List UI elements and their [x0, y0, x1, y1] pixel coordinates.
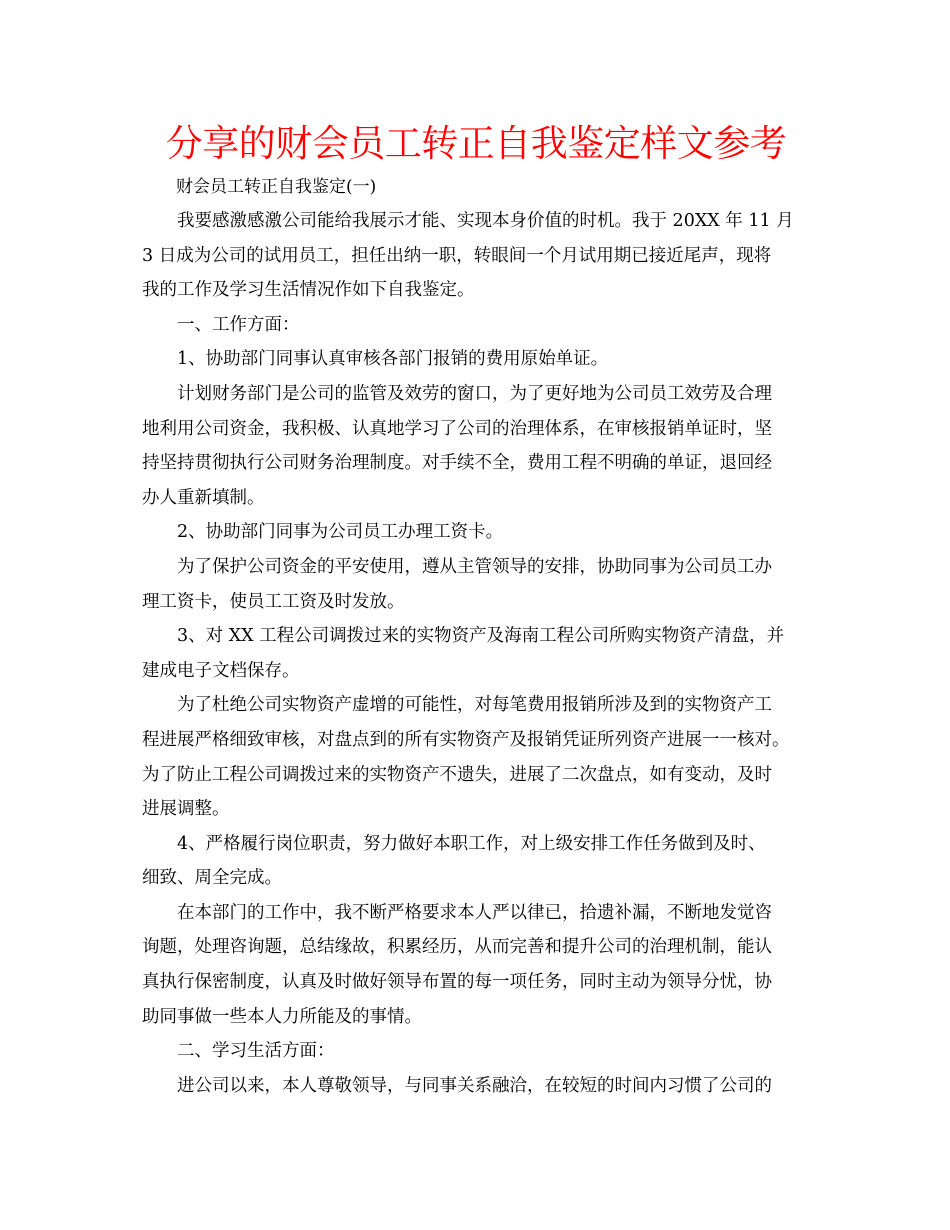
paragraph [142, 308, 810, 343]
paragraph-line: 1、协助部门同事认真审核各部门报销的费用原始单证。 [177, 349, 609, 370]
paragraph-line: 助同事做一些本人力所能及的事情。 [142, 1006, 422, 1027]
document-body [142, 204, 810, 1103]
paragraph [142, 688, 810, 826]
document-title: 分享的财会员工转正自我鉴定样文参考 [165, 122, 787, 165]
paragraph [142, 1034, 810, 1069]
paragraph-line: 4、严格履行岗位职责，努力做好本职工作，对上级安排工作任务做到及时、 [177, 833, 766, 854]
paragraph-line: 为了保护公司资金的平安使用，遵从主管领导的安排，协助同事为公司员工办 [177, 556, 772, 577]
paragraph-line: 理工资卡，使员工工资及时发放。 [142, 591, 405, 612]
paragraph-line: 办人重新填制。 [142, 487, 265, 508]
paragraph-line: 进公司以来，本人尊敬领导，与同事关系融洽，在较短的时间内习惯了公司的 [177, 1075, 772, 1096]
paragraph-line: 计划财务部门是公司的监管及效劳的窗口，为了更好地为公司员工效劳及合理 [177, 383, 772, 404]
paragraph-line: 询题，处理咨询题，总结缘故，积累经历，从而完善和提升公司的治理机制，能认 [142, 937, 772, 958]
paragraph-line: 程进展严格细致审核，对盘点到的所有实物资产及报销凭证所列资产进展一一核对。 [142, 729, 790, 750]
paragraph-line: 持坚持贯彻执行公司财务治理制度。对手续不全，费用工程不明确的单证，退回经 [142, 453, 772, 474]
paragraph [142, 342, 810, 377]
paragraph-line: 为了杜绝公司实物资产虚增的可能性，对每笔费用报销所涉及到的实物资产工 [177, 695, 772, 716]
paragraph-line: 我的工作及学习生活情况作如下自我鉴定。 [142, 280, 475, 301]
paragraph [142, 1069, 810, 1104]
paragraph-line: 建成电子文档保存。 [142, 660, 300, 681]
paragraph-line: 细致、周全完成。 [142, 868, 282, 889]
paragraph [142, 827, 810, 896]
paragraph-line: 二、学习生活方面： [177, 1041, 335, 1062]
paragraph-line: 为了防止工程公司调拨过来的实物资产不遗失，进展了二次盘点，如有变动，及时 [142, 764, 772, 785]
paragraph-line: 一、工作方面： [177, 314, 300, 335]
paragraph-line: 3、对 XX 工程公司调拨过来的实物资产及海南工程公司所购实物资产清盘，并 [177, 626, 785, 647]
paragraph-line: 2、协助部门同事为公司员工办理工资卡。 [177, 522, 504, 543]
paragraph [142, 619, 810, 688]
paragraph [142, 896, 810, 1034]
section-subtitle: 财会员工转正自我鉴定(一) [176, 177, 377, 197]
paragraph [142, 550, 810, 619]
paragraph-line: 3 日成为公司的试用员工，担任出纳一职，转眼间一个月试用期已接近尾声，现将 [142, 245, 772, 266]
document-page [142, 118, 810, 1103]
paragraph [142, 377, 810, 515]
paragraph-line: 在本部门的工作中，我不断严格要求本人严以律已，拾遗补漏，不断地发觉咨 [177, 902, 772, 923]
paragraph-line: 进展调整。 [142, 799, 230, 820]
paragraph-line: 真执行保密制度，认真及时做好领导布置的每一项任务，同时主动为领导分忧，协 [142, 972, 772, 993]
paragraph-line: 我要感激感激公司能给我展示才能、实现本身价值的时机。我于 20XX 年 11 月 [177, 211, 794, 231]
paragraph [142, 515, 810, 550]
paragraph [142, 204, 810, 308]
paragraph-line: 地利用公司资金，我积极、认真地学习了公司的治理体系，在审核报销单证时，坚 [142, 418, 772, 439]
